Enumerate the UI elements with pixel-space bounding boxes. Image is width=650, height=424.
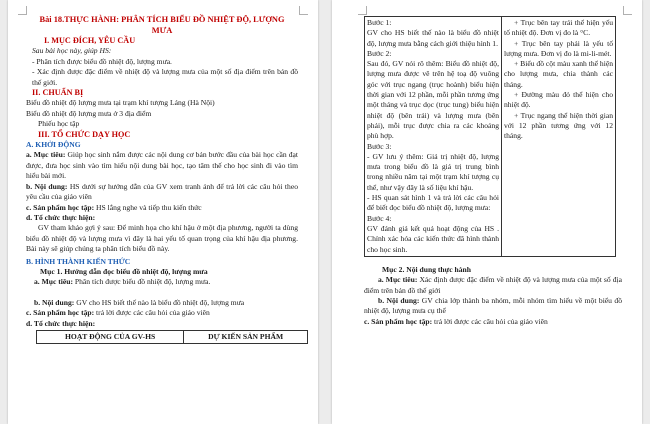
table-text: GV đánh giá kết quả hoạt động của HS . Chính xác hóa các kiến thức đã hình thành cho học sinh. — [367, 223, 499, 254]
table-cell-activities — [365, 17, 502, 257]
section-heading: II. CHUẨN BỊ — [32, 88, 84, 98]
table-cell-products — [502, 17, 616, 257]
paragraph: b. Nội dung: GV chia lớp thành ba nhóm, mỗi nhóm tìm hiểu về một biểu đồ nhiệt độ, lượng mưa cụ thể — [364, 296, 622, 316]
paragraph: Biểu đồ nhiệt độ lượng mưa ở 3 địa điểm — [26, 108, 152, 118]
paragraph: Biểu đồ nhiệt độ lượng mưa tại trạm khí tượng Láng (Hà Nội) — [26, 98, 215, 108]
table-text: Bước 3: — [367, 141, 392, 151]
paragraph: c. Sản phẩm học tập: trả lời được các câu hỏi của giáo viên — [364, 316, 548, 326]
document-page-right — [332, 0, 642, 424]
section-heading: B. HÌNH THÀNH KIẾN THỨC — [26, 256, 131, 266]
table-text: Bước 2: — [367, 48, 392, 58]
section-heading: III. TỔ CHỨC DẠY HỌC — [38, 129, 131, 139]
paragraph: a. Mục tiêu: Phân tích được biểu đồ nhiệt độ, lượng mưa. — [34, 277, 211, 287]
table-header-cell: HOẠT ĐỘNG CỦA GV-HS — [37, 330, 184, 343]
activity-title: Mục 2. Nội dung thực hành — [382, 264, 471, 274]
paragraph: a. Mục tiêu: Giúp học sinh nắm được các nội dung cơ bản bước đầu của bài học cần đạt được, đưa học sinh vào tìm hiểu nội dung bài học, tạo tâm thế cho học sinh đi vào tìm hiểu bài mới. — [26, 150, 299, 181]
list-item: - Phân tích được biểu đồ nhiệt độ, lượng mưa. — [32, 56, 172, 66]
table-text: + Đường màu đỏ thể hiện cho nhiệt độ. — [504, 90, 613, 110]
table-text: Sau đó, GV nói rõ thêm: Biểu đồ nhiệt độ, lượng mưa được vẽ trên hệ toạ độ vuông góc với trục ngang (trục hoành) biểu hiện thời gian với 12 phần, mỗi phần tương ứng một tháng và trục dọc (trục tung) biểu hiện nhiệt độ (bên trái) và lượng mưa (bên phải), mỗi trục được chia ra các khoảng phù hợp. — [367, 59, 499, 141]
table-text: + Biểu đồ cột màu xanh thể hiện cho lượng mưa, chia thành các tháng. — [504, 59, 613, 89]
table-text: + Trục ngang thể hiện thời gian với 12 phần tương ứng với 12 tháng. — [504, 110, 613, 141]
paragraph: d. Tổ chức thực hiện: — [26, 212, 96, 222]
paragraph: b. Nội dung: HS dưới sự hướng dẫn của GV xem tranh ảnh để trả lời các câu hỏi theo yêu cầu của giáo viên — [26, 181, 298, 202]
paragraph: d. Tổ chức thực hiện: — [26, 318, 96, 328]
section-heading: I. MỤC ĐÍCH, YÊU CẦU — [44, 36, 136, 45]
paragraph: c. Sản phẩm học tập: HS lắng nghe và tiếp thu kiến thức — [26, 202, 202, 212]
section-heading: A. KHỞI ĐỘNG — [26, 140, 81, 150]
crop-mark — [299, 6, 308, 15]
table-text: Bước 4: — [367, 213, 392, 223]
table-text: - GV lưu ý thêm: Giá trị nhiệt độ, lượng mưa trong biểu đồ là giá trị trung bình trong nhiều năm tại một trạm khí tượng cụ thể, như vậy đây là số liệu khí hậu. — [367, 151, 499, 192]
activity-table — [364, 16, 616, 257]
paragraph: c. Sản phẩm học tập: trả lời được các câu hỏi của giáo viên — [26, 308, 210, 318]
activity-title: Mục 1. Hướng dẫn đọc biểu đồ nhiệt độ, lượng mưa — [40, 266, 208, 276]
table-text: Bước 1: — [367, 18, 392, 27]
paragraph: b. Nội dung: GV cho HS biết thế nào là biểu đồ nhiệt độ, lượng mưa — [34, 297, 245, 307]
crop-mark — [623, 6, 632, 15]
crop-mark — [358, 6, 367, 15]
table-header-cell: DỰ KIẾN SẢN PHẨM — [184, 330, 308, 343]
paragraph: Phiếu học tập — [38, 119, 80, 129]
paragraph: a. Mục tiêu: Xác định được đặc điểm về nhiệt độ và lượng mưa của một số địa điểm trên bản đồ thế giới — [364, 275, 622, 295]
table-text: + Trục bên tay phải là yếu tố lượng mưa. Đơn vị đo là mi-li-mét. — [504, 38, 613, 58]
table-text: GV cho HS biết thế nào là biểu đồ nhiệt độ, lượng mưa bằng cách giới thiệu hình 1. — [367, 28, 499, 48]
document-page-left — [8, 0, 318, 424]
list-item: - Xác định được đặc điểm về nhiệt độ và lượng mưa của một số địa điểm trên bản đồ thế giới. — [32, 67, 298, 87]
paragraph: GV tham khảo gợi ý sau: Để minh họa cho khí hậu ở một địa phương, người ta dùng biểu đồ nhiệt độ và lượng mưa vì đây là hai yếu tố quan trọng của khí hậu địa phương. Bài này sẽ giúp chúng ta phân tích biểu đồ này. — [26, 223, 298, 254]
activity-table-header — [36, 330, 308, 344]
table-text: - HS quan sát hình 1 và trả lời các câu hỏi để biết đọc biểu đồ nhiệt độ, lượng mưa: — [367, 193, 499, 213]
paragraph: Sau bài học này, giúp HS: — [32, 46, 112, 56]
lesson-title: Bài 18.THỰC HÀNH: PHÂN TÍCH BIỂU ĐỒ NHIỆT ĐỘ, LƯỢNG MƯA — [39, 15, 285, 35]
table-text: + Trục bên tay trái thể hiện yếu tố nhiệt độ. Đơn vị đo là °C. — [504, 18, 613, 38]
